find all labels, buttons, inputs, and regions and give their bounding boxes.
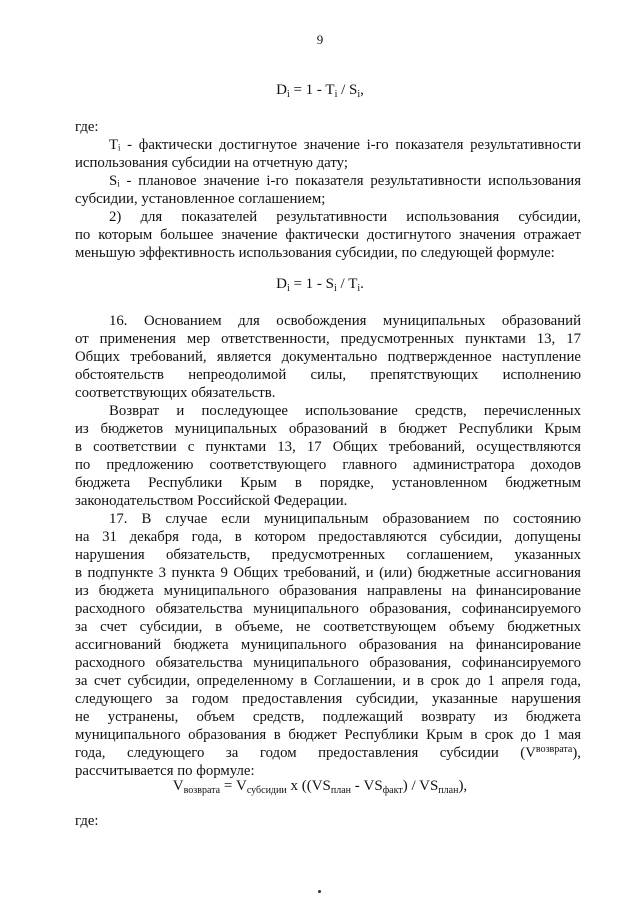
paragraph-line: меньшую эффективность использования субсидии, по следующей формуле: xyxy=(75,245,555,261)
paragraph-line: от применения мер ответственности, предусмотренных пунктами 13, 17 xyxy=(75,331,581,347)
paragraph-line: следующего за годом предоставления субсидии, указанные нарушения xyxy=(75,691,581,707)
si-definition-line: субсидии, установленное соглашением; xyxy=(75,191,326,207)
paragraph-line: расходного обязательства муниципального образования, софинансируемого xyxy=(75,601,581,617)
paragraph-line: законодательством Российской Федерации. xyxy=(75,493,348,509)
paragraph-line: соответствующих обязательств. xyxy=(75,385,276,401)
ti-definition-line: Tᵢ - фактически достигнутое значение i-го показателя результативности xyxy=(109,137,581,153)
paragraph-line: 16. Основанием для освобождения муниципальных образований xyxy=(109,313,581,329)
paragraph-line: за счет субсидии, в объеме, не соответствующем объему бюджетных xyxy=(75,619,581,635)
paragraph-line: из бюджетов муниципальных образований в бюджет Республики Крым xyxy=(75,421,581,437)
formula-di-1: $D_i = 1 - T_i / S_i$, xyxy=(276,82,364,100)
paragraph-line: по предложению соответствующего главного администратора доходов xyxy=(75,457,581,473)
paragraph-line: Общих требований, является документально подтвержденное наступление xyxy=(75,349,581,365)
paragraph-line: обстоятельств непреодолимой силы, препятствующих исполнению xyxy=(75,367,581,383)
paragraph-line: расходного обязательства муниципального образования, софинансируемого xyxy=(75,655,581,671)
paragraph-line: из бюджета муниципального образования направлены на финансирование xyxy=(75,583,581,599)
where-label: где: xyxy=(75,813,99,829)
formula-v-return: $V_{возврата} = V_{субсидии}$ x $((VS_{план} - VS_{факт}) / VS_{план})$, xyxy=(172,778,468,796)
paragraph-line: в подпункте 3 пункта 9 Общих требований, и (или) бюджетные ассигнования xyxy=(75,565,581,581)
paragraph-line: на 31 декабря года, в котором предоставляются субсидии, допущены xyxy=(75,529,581,545)
paragraph-line: муниципального образования в бюджет Республики Крым в срок до 1 мая xyxy=(75,727,581,743)
scan-dot xyxy=(318,890,321,893)
where-label: где: xyxy=(75,119,99,135)
paragraph-line: бюджета Республики Крым в порядке, установленном бюджетным xyxy=(75,475,581,491)
paragraph-line: нарушения обязательств, предусмотренных соглашением, указанных xyxy=(75,547,581,563)
paragraph-line: за счет субсидии, определенному в Соглашении, и в срок до 1 апреля года, xyxy=(75,673,581,689)
paragraph-line: года, следующего за годом предоставления субсидии (V $_{возврата}$ ), xyxy=(75,744,581,761)
paragraph-line: ассигнований бюджета муниципального образования на финансирование xyxy=(75,637,581,653)
page-number: 9 xyxy=(316,32,324,47)
paragraph-line: 2) для показателей результативности использования субсидии, xyxy=(109,209,581,225)
si-definition-line: Sᵢ - плановое значение i-го показателя результативности использования xyxy=(109,173,581,189)
ti-definition-line: использования субсидии на отчетную дату; xyxy=(75,155,348,171)
paragraph-line: Возврат и последующее использование средств, перечисленных xyxy=(109,403,581,419)
paragraph-line: в соответствии с пунктами 13, 17 Общих требований, осуществляются xyxy=(75,439,581,455)
paragraph-line: по которым большее значение фактически достигнутого значения отражает xyxy=(75,227,581,243)
paragraph-line: 17. В случае если муниципальным образованием по состоянию xyxy=(109,511,581,527)
paragraph-line: не устранены, объем средств, подлежащий возврату из бюджета xyxy=(75,709,581,725)
formula-di-2: $D_i = 1 - S_i / T_i$. xyxy=(276,276,364,294)
paragraph-line: рассчитывается по формуле: xyxy=(75,763,255,779)
